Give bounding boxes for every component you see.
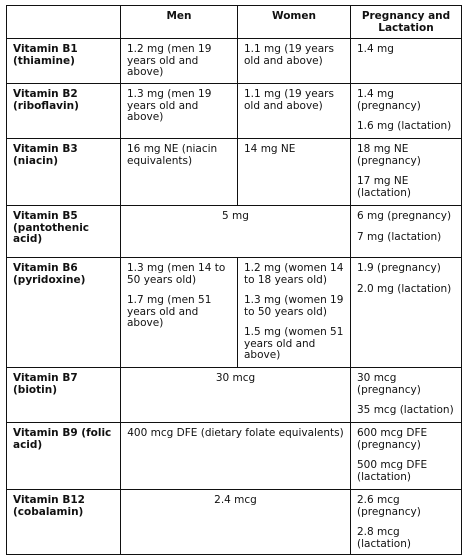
header-empty (7, 6, 121, 39)
pregnancy-cell (351, 258, 462, 368)
row-label: Vitamin B6 (pyridoxine) (7, 258, 121, 368)
row-label: Vitamin B1 (thiamine) (7, 39, 121, 84)
cell-text: 6 mg (pregnancy) (357, 210, 452, 222)
cell-text: 1.2 mg (men 19 years old and above) (127, 43, 212, 78)
cell-text: 7 mg (lactation) (357, 230, 442, 243)
header-row (7, 6, 462, 39)
cell-text: 1.4 mg (357, 43, 394, 55)
men-cell (121, 84, 238, 139)
table-row (7, 258, 462, 368)
women-cell (238, 258, 351, 368)
header-pregnancy-lactation: Pregnancy and Lactation (351, 6, 462, 39)
row-label: Vitamin B5 (pantothenic acid) (7, 206, 121, 258)
cell-text: 1.7 mg (men 51 years old and above) (127, 294, 212, 329)
table-row (7, 490, 462, 555)
cell-text: 1.3 mg (men 19 years old and above) (127, 88, 212, 123)
cell-text: 17 mg NE (lactation) (357, 175, 411, 199)
cell-text: 1.3 mg (men 14 to 50 years old) (127, 262, 226, 286)
table-row (7, 206, 462, 258)
table-row (7, 423, 462, 490)
cell-text: 1.1 mg (19 years old and above) (244, 88, 334, 112)
cell-text: 1.9 (pregnancy) (357, 262, 441, 274)
cell-text: 16 mg NE (niacin equivalents) (127, 143, 218, 167)
vitamin-b-table (6, 5, 462, 555)
cell-text: 1.5 mg (women 51 years old and above) (244, 326, 344, 361)
men-cell (121, 39, 238, 84)
cell-text: 30 mcg (pregnancy) (357, 372, 421, 396)
women-cell (238, 39, 351, 84)
cell-text: 2.8 mcg (lactation) (357, 526, 411, 550)
men-cell (121, 258, 238, 368)
pregnancy-cell (351, 84, 462, 139)
pregnancy-cell (351, 206, 462, 258)
table-row (7, 139, 462, 206)
pregnancy-cell (351, 39, 462, 84)
pregnancy-cell (351, 423, 462, 490)
cell-text: 2.0 mg (lactation) (357, 282, 452, 295)
cell-text: 500 mcg DFE (lactation) (357, 459, 428, 483)
pregnancy-cell (351, 139, 462, 206)
women-cell (238, 84, 351, 139)
cell-text: 18 mg NE (pregnancy) (357, 143, 421, 167)
cell-text: 2.6 mcg (pregnancy) (357, 494, 421, 518)
pregnancy-cell (351, 368, 462, 423)
row-label: Vitamin B7 (biotin) (7, 368, 121, 423)
shared-value-cell: 5 mg (121, 206, 351, 258)
cell-text: 35 mcg (lactation) (357, 404, 454, 416)
row-label: Vitamin B3 (niacin) (7, 139, 121, 206)
men-cell (121, 139, 238, 206)
table-row (7, 39, 462, 84)
header-women: Women (238, 6, 351, 39)
row-label: Vitamin B12 (cobalamin) (7, 490, 121, 555)
row-label: Vitamin B9 (folic acid) (7, 423, 121, 490)
shared-value-cell: 2.4 mcg (121, 490, 351, 555)
shared-value-cell: 30 mcg (121, 368, 351, 423)
cell-text: 14 mg NE (244, 143, 296, 155)
cell-text: 1.2 mg (women 14 to 18 years old) (244, 262, 344, 286)
cell-text: 600 mcg DFE (pregnancy) (357, 427, 428, 451)
pregnancy-cell (351, 490, 462, 555)
header-men: Men (121, 6, 238, 39)
cell-text: 1.1 mg (19 years old and above) (244, 43, 334, 67)
shared-value-cell: 400 mcg DFE (dietary folate equivalents) (121, 423, 351, 490)
cell-text: 1.4 mg (pregnancy) (357, 88, 421, 112)
table-row (7, 368, 462, 423)
women-cell (238, 139, 351, 206)
cell-text: 1.6 mg (lactation) (357, 120, 452, 132)
row-label: Vitamin B2 (riboflavin) (7, 84, 121, 139)
table-row (7, 84, 462, 139)
cell-text: 1.3 mg (women 19 to 50 years old) (244, 294, 344, 318)
